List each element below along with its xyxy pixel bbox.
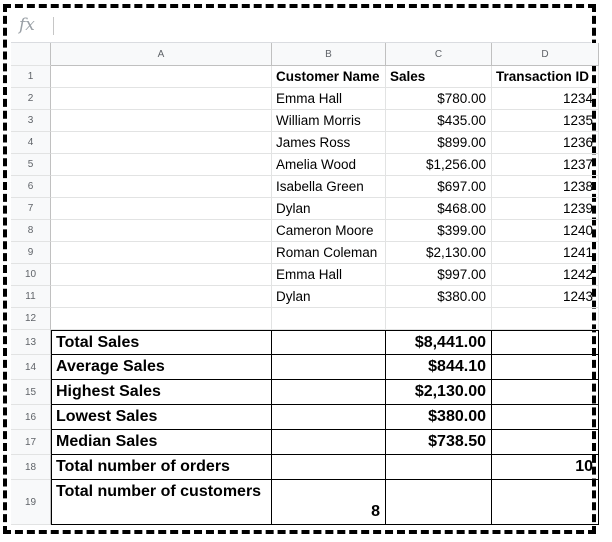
- cell[interactable]: [386, 132, 492, 154]
- sheet-row: [11, 286, 591, 308]
- cell[interactable]: [272, 330, 386, 355]
- cell[interactable]: [51, 264, 272, 286]
- sheet-row: [11, 88, 591, 110]
- cell[interactable]: [272, 455, 386, 480]
- cell[interactable]: [51, 380, 272, 405]
- cell[interactable]: [272, 480, 386, 525]
- sheet-row: [11, 220, 591, 242]
- transaction-id: 1237: [562, 157, 593, 172]
- sheet-row: [11, 176, 591, 198]
- summary-value: $738.50: [428, 433, 486, 450]
- row-header[interactable]: 6: [11, 176, 51, 198]
- cell[interactable]: [386, 88, 492, 110]
- cell[interactable]: [51, 286, 272, 308]
- cell[interactable]: [51, 66, 272, 88]
- cell[interactable]: [386, 110, 492, 132]
- cell[interactable]: [492, 264, 599, 286]
- row-header[interactable]: 10: [11, 264, 51, 286]
- transaction-id: 1234: [562, 91, 593, 106]
- sheet-row: [11, 405, 591, 430]
- column-header[interactable]: D: [492, 43, 599, 66]
- transaction-id: 1239: [562, 201, 593, 216]
- column-header-row: [11, 43, 591, 66]
- cell[interactable]: [492, 330, 599, 355]
- cell[interactable]: [272, 220, 386, 242]
- row-header[interactable]: 12: [11, 308, 51, 330]
- cell[interactable]: [386, 154, 492, 176]
- sales-value: $468.00: [437, 201, 486, 216]
- cell[interactable]: [386, 66, 492, 88]
- transaction-id: 1235: [562, 113, 593, 128]
- row-header[interactable]: 15: [11, 380, 51, 405]
- transaction-id: 1240: [562, 223, 593, 238]
- sheet-row: [11, 198, 591, 220]
- cell[interactable]: [492, 480, 599, 525]
- cell[interactable]: [492, 110, 599, 132]
- cell[interactable]: [272, 154, 386, 176]
- sales-value: $899.00: [437, 135, 486, 150]
- cell[interactable]: [492, 242, 599, 264]
- cell[interactable]: [51, 110, 272, 132]
- cell[interactable]: [51, 355, 272, 380]
- sheet-row: [11, 132, 591, 154]
- cell[interactable]: [51, 455, 272, 480]
- customer-name: James Ross: [276, 135, 351, 150]
- cell[interactable]: [51, 176, 272, 198]
- customer-name: Isabella Green: [276, 179, 364, 194]
- row-header[interactable]: 11: [11, 286, 51, 308]
- cell[interactable]: [492, 308, 599, 330]
- summary-label: Total Sales: [56, 334, 140, 351]
- cell[interactable]: [386, 286, 492, 308]
- cell[interactable]: [386, 176, 492, 198]
- cell[interactable]: [51, 132, 272, 154]
- row-header[interactable]: 16: [11, 405, 51, 430]
- sales-value: $2,130.00: [425, 245, 486, 260]
- formula-bar[interactable]: [11, 10, 591, 43]
- cell[interactable]: [272, 176, 386, 198]
- customer-name: Dylan: [276, 289, 311, 304]
- summary-label: Highest Sales: [56, 383, 161, 400]
- sheet-row: [11, 430, 591, 455]
- customer-name: Amelia Wood: [276, 157, 357, 172]
- cell[interactable]: [386, 308, 492, 330]
- cell[interactable]: [386, 242, 492, 264]
- cell[interactable]: [492, 455, 599, 480]
- cell[interactable]: [492, 198, 599, 220]
- summary-label: Total number of customers: [56, 483, 262, 500]
- transaction-id: 1241: [562, 245, 593, 260]
- cell[interactable]: [386, 355, 492, 380]
- transaction-id: 1238: [562, 179, 593, 194]
- cell[interactable]: [492, 176, 599, 198]
- cell[interactable]: [272, 308, 386, 330]
- row-header[interactable]: 3: [11, 110, 51, 132]
- customer-name: Cameron Moore: [276, 223, 374, 238]
- row-header[interactable]: 4: [11, 132, 51, 154]
- cell[interactable]: [492, 88, 599, 110]
- cell[interactable]: [272, 132, 386, 154]
- customer-name: William Morris: [276, 113, 361, 128]
- sales-value: $399.00: [437, 223, 486, 238]
- header-c: Sales: [390, 69, 426, 84]
- cell[interactable]: [272, 88, 386, 110]
- customer-name: Emma Hall: [276, 267, 343, 282]
- spreadsheet: [11, 10, 591, 528]
- row-header[interactable]: 9: [11, 242, 51, 264]
- cell[interactable]: [272, 242, 386, 264]
- sheet-row: [11, 154, 591, 176]
- cell[interactable]: [51, 154, 272, 176]
- sales-value: $1,256.00: [425, 157, 486, 172]
- cell[interactable]: [492, 220, 599, 242]
- row-header[interactable]: 14: [11, 355, 51, 380]
- cell[interactable]: [51, 220, 272, 242]
- row-header[interactable]: 13: [11, 330, 51, 355]
- summary-value: $8,441.00: [414, 334, 486, 351]
- column-header[interactable]: B: [272, 43, 386, 66]
- sheet-row: [11, 480, 591, 525]
- cell[interactable]: [272, 405, 386, 430]
- corner-cell: [11, 43, 51, 66]
- summary-value: 8: [371, 503, 380, 520]
- cell[interactable]: [492, 380, 599, 405]
- cell[interactable]: [51, 198, 272, 220]
- cell[interactable]: [492, 355, 599, 380]
- customer-name: Emma Hall: [276, 91, 343, 106]
- cell[interactable]: [492, 66, 599, 88]
- customer-name: Dylan: [276, 201, 311, 216]
- summary-label: Median Sales: [56, 433, 158, 450]
- summary-value: 10: [575, 458, 593, 475]
- cell[interactable]: [386, 380, 492, 405]
- cell[interactable]: [272, 66, 386, 88]
- summary-label: Total number of orders: [56, 458, 230, 475]
- cell[interactable]: [51, 242, 272, 264]
- row-header[interactable]: 19: [11, 480, 51, 525]
- formula-bar-separator: [53, 17, 54, 35]
- sheet-row: [11, 242, 591, 264]
- summary-value: $380.00: [428, 408, 486, 425]
- summary-value: $844.10: [428, 358, 486, 375]
- row-header[interactable]: 5: [11, 154, 51, 176]
- cell[interactable]: [386, 480, 492, 525]
- cell[interactable]: [386, 430, 492, 455]
- cell[interactable]: [492, 154, 599, 176]
- summary-value: $2,130.00: [414, 383, 486, 400]
- header-d: Transaction ID: [496, 69, 590, 84]
- cell[interactable]: [386, 198, 492, 220]
- sales-value: $380.00: [437, 289, 486, 304]
- cell[interactable]: [272, 286, 386, 308]
- row-header[interactable]: 18: [11, 455, 51, 480]
- summary-label: Lowest Sales: [56, 408, 158, 425]
- screenshot-frame: [3, 4, 596, 534]
- cell[interactable]: [272, 355, 386, 380]
- row-header[interactable]: 1: [11, 66, 51, 88]
- sheet-row: [11, 455, 591, 480]
- cell[interactable]: [272, 380, 386, 405]
- cell[interactable]: [492, 430, 599, 455]
- customer-name: Roman Coleman: [276, 245, 378, 260]
- row-header[interactable]: 8: [11, 220, 51, 242]
- sheet-row: [11, 380, 591, 405]
- cell[interactable]: [51, 330, 272, 355]
- cell[interactable]: [492, 132, 599, 154]
- cell[interactable]: [386, 405, 492, 430]
- summary-label: Average Sales: [56, 358, 165, 375]
- cell[interactable]: [492, 286, 599, 308]
- cell[interactable]: [386, 264, 492, 286]
- row-header[interactable]: 17: [11, 430, 51, 455]
- column-header[interactable]: C: [386, 43, 492, 66]
- cell[interactable]: [386, 220, 492, 242]
- sales-value: $697.00: [437, 179, 486, 194]
- header-b: Customer Name: [276, 69, 380, 84]
- row-header[interactable]: 2: [11, 88, 51, 110]
- cell[interactable]: [386, 455, 492, 480]
- cell[interactable]: [51, 308, 272, 330]
- transaction-id: 1243: [562, 289, 593, 304]
- sales-value: $780.00: [437, 91, 486, 106]
- cell[interactable]: [51, 480, 272, 525]
- sheet-row: [11, 264, 591, 286]
- cell[interactable]: [272, 198, 386, 220]
- fx-icon: fx: [19, 15, 35, 35]
- row-header[interactable]: 7: [11, 198, 51, 220]
- cell[interactable]: [51, 405, 272, 430]
- sales-value: $435.00: [437, 113, 486, 128]
- cell[interactable]: [386, 330, 492, 355]
- transaction-id: 1236: [562, 135, 593, 150]
- sheet-row: [11, 110, 591, 132]
- cell[interactable]: [51, 88, 272, 110]
- sheet-row: [11, 355, 591, 380]
- sales-value: $997.00: [437, 267, 486, 282]
- cell[interactable]: [272, 430, 386, 455]
- sheet-row: [11, 66, 591, 88]
- column-header[interactable]: A: [51, 43, 272, 66]
- cell[interactable]: [492, 405, 599, 430]
- sheet-row: [11, 308, 591, 330]
- sheet-row: [11, 330, 591, 355]
- cell[interactable]: [272, 110, 386, 132]
- cell[interactable]: [51, 430, 272, 455]
- cell[interactable]: [272, 264, 386, 286]
- transaction-id: 1242: [562, 267, 593, 282]
